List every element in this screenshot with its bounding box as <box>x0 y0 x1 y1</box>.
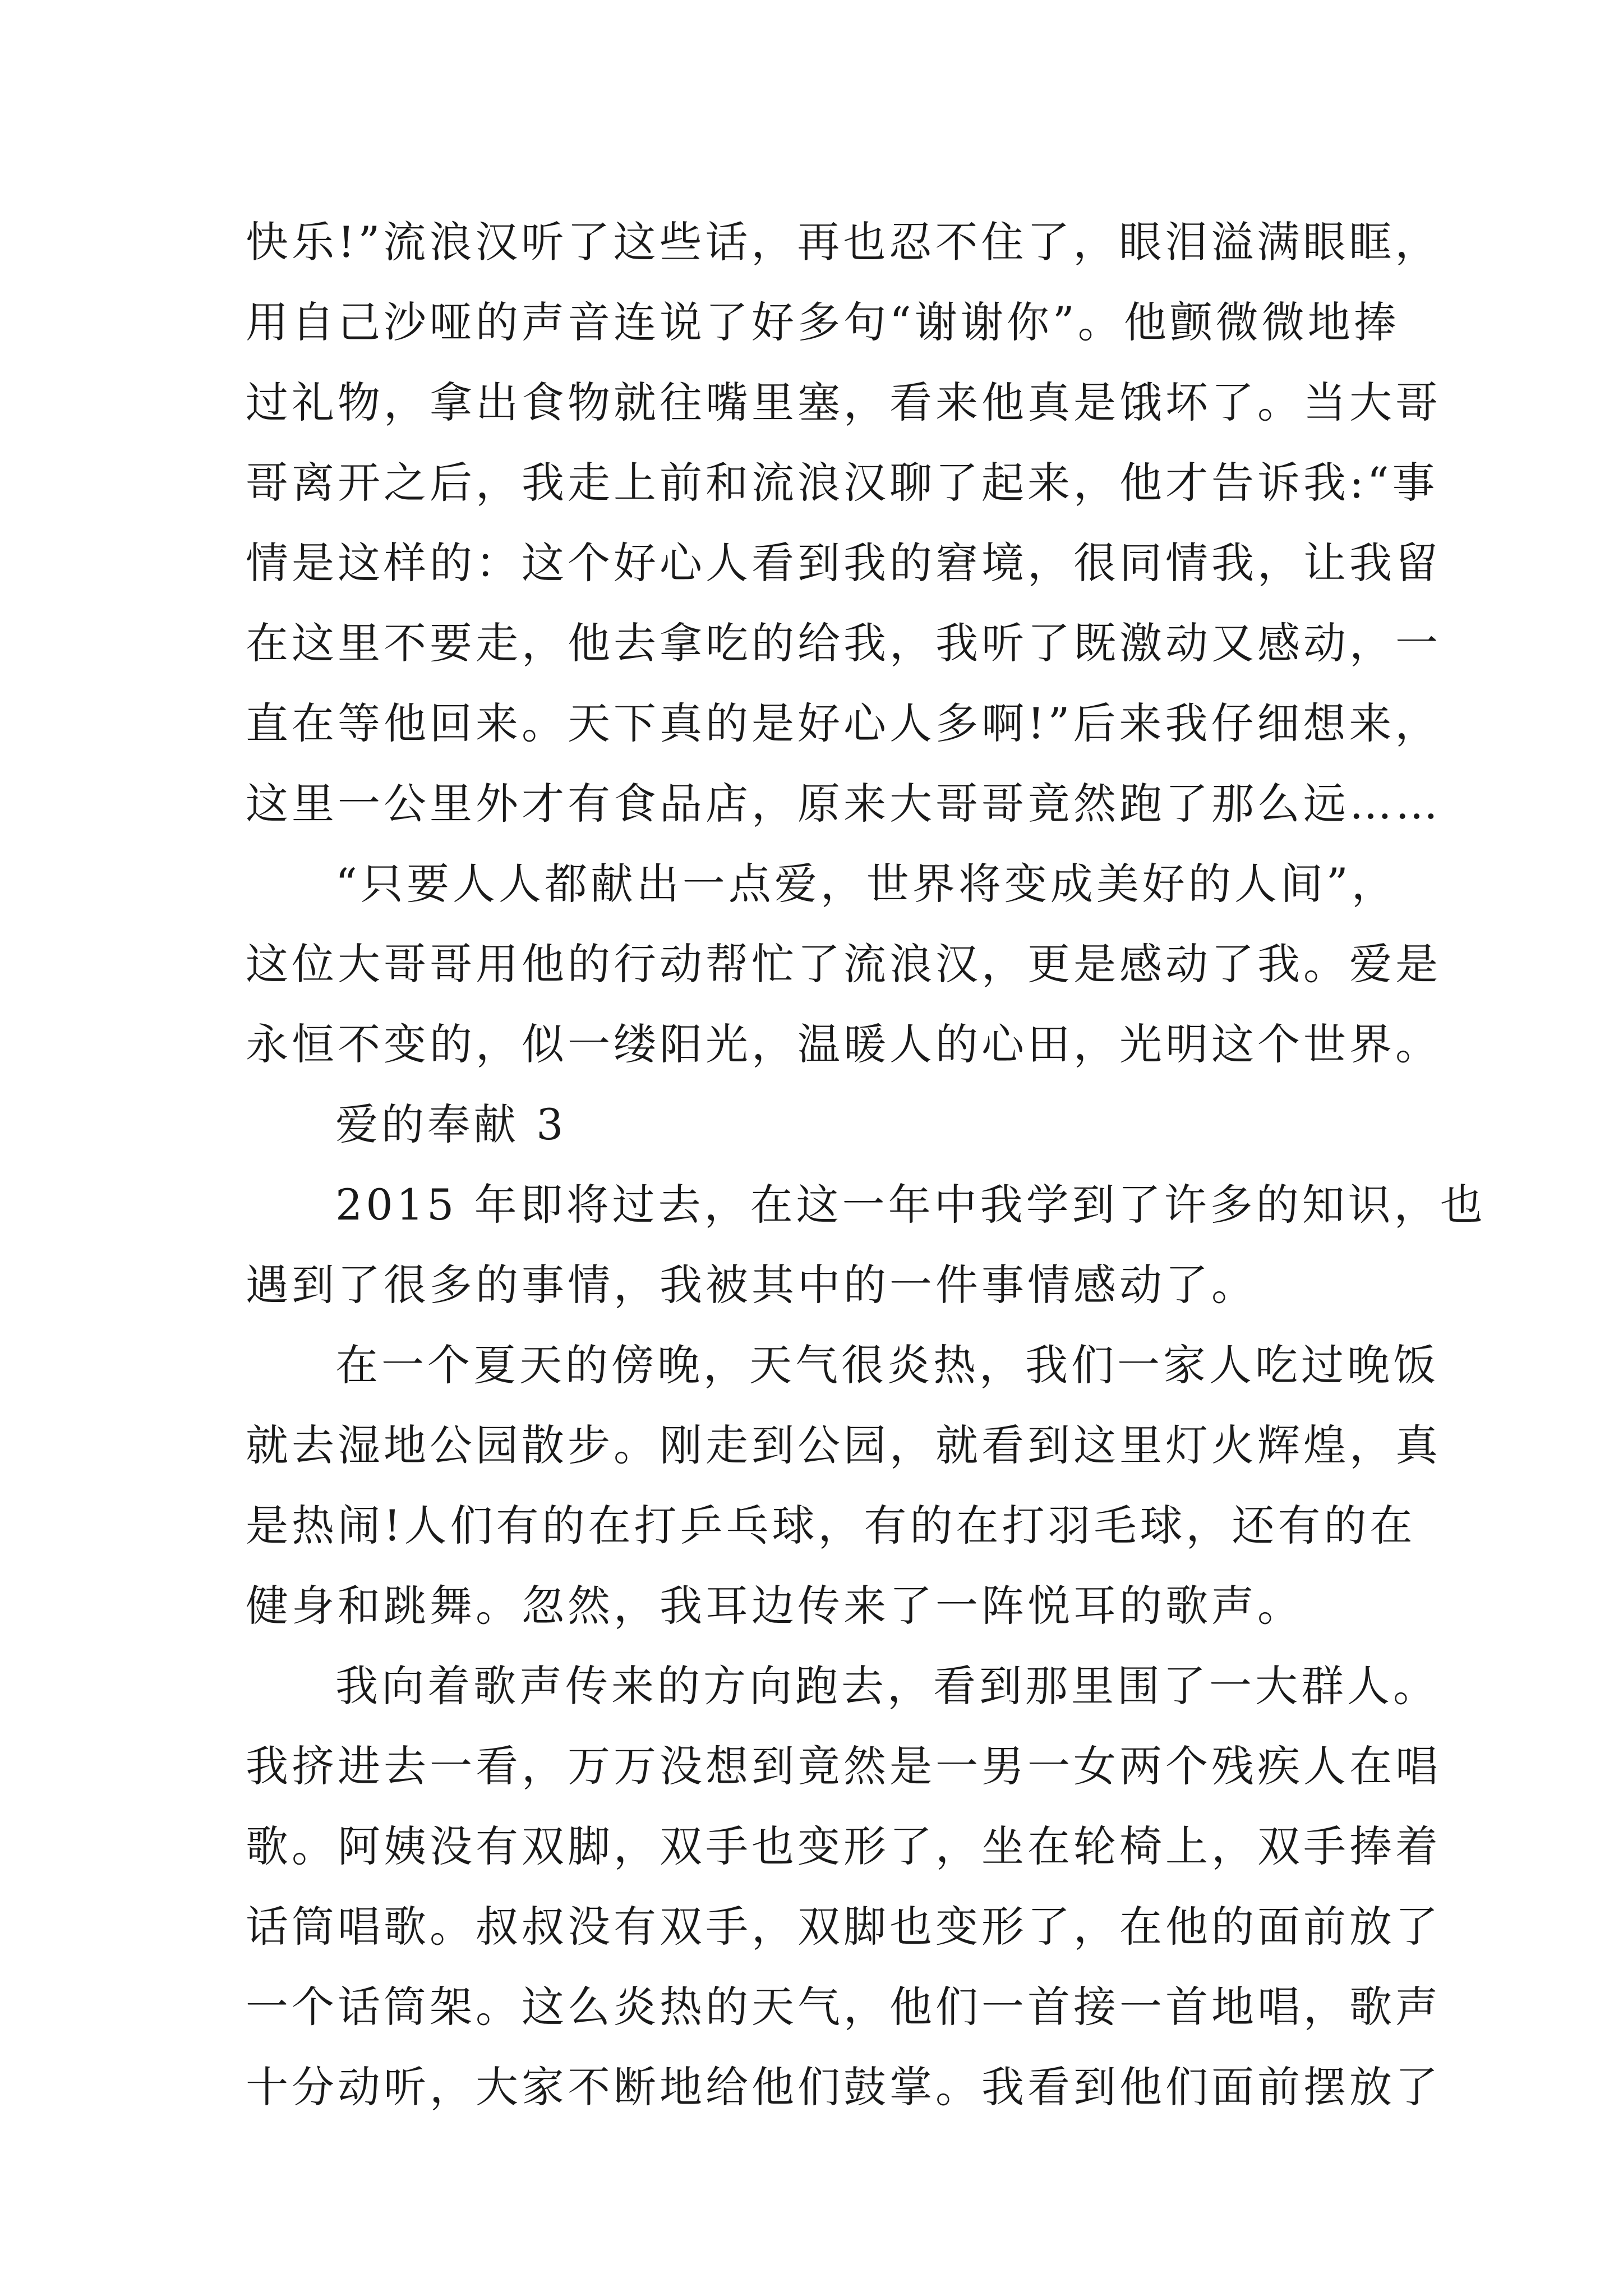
text-line: 用自己沙哑的声音连说了好多句“谢谢你”。他颤微微地捧 <box>246 297 1400 347</box>
text-line: 十分动听，大家不断地给他们鼓掌。我看到他们面前摆放了 <box>246 2062 1441 2112</box>
text-line: 是热闹!人们有的在打乒乓球，有的在打羽毛球，还有的在 <box>246 1501 1416 1550</box>
paragraph-start-line: “只要人人都献出一点爱，世界将变成美好的人间”， <box>335 859 1398 909</box>
text-line: 哥离开之后，我走上前和流浪汉聊了起来，他才告诉我:“事 <box>246 458 1438 508</box>
text-line: 直在等他回来。天下真的是好心人多啊!”后来我仔细想来， <box>246 698 1441 748</box>
paragraph-start-line: 我向着歌声传来的方向跑去，看到那里围了一大群人。 <box>335 1661 1439 1711</box>
paragraph-start-line: 2015 年即将过去，在这一年中我学到了许多的知识，也 <box>335 1180 1486 1230</box>
section-heading: 爱的奉献 3 <box>335 1099 567 1149</box>
paragraph-start-line: 在一个夏天的傍晚，天气很炎热，我们一家人吃过晚饭 <box>335 1340 1439 1390</box>
text-line: 这位大哥哥用他的行动帮忙了流浪汉，更是感动了我。爱是 <box>246 939 1441 989</box>
text-line: 一个话筒架。这么炎热的天气，他们一首接一首地唱，歌声 <box>246 1982 1441 2032</box>
body-text <box>246 202 1486 2127</box>
text-line: 快乐!”流浪汉听了这些话，再也忍不住了，眼泪溢满眼眶， <box>246 217 1441 267</box>
text-line: 话筒唱歌。叔叔没有双手，双脚也变形了，在他的面前放了 <box>246 1902 1441 1952</box>
text-line: 歌。阿姨没有双脚，双手也变形了，坐在轮椅上，双手捧着 <box>246 1821 1441 1871</box>
text-line: 健身和跳舞。忽然，我耳边传来了一阵悦耳的歌声。 <box>246 1581 1303 1631</box>
text-line: 情是这样的：这个好心人看到我的窘境，很同情我，让我留 <box>246 538 1441 588</box>
text-line: 这里一公里外才有食品店，原来大哥哥竟然跑了那么远…… <box>246 779 1441 829</box>
text-line: 遇到了很多的事情，我被其中的一件事情感动了。 <box>246 1260 1257 1310</box>
text-line: 永恒不变的，似一缕阳光，温暖人的心田，光明这个世界。 <box>246 1019 1441 1069</box>
text-line: 在这里不要走，他去拿吃的给我，我听了既激动又感动，一 <box>246 618 1441 668</box>
text-line: 过礼物，拿出食物就往嘴里塞，看来他真是饿坏了。当大哥 <box>246 378 1441 427</box>
text-line: 我挤进去一看，万万没想到竟然是一男一女两个残疾人在唱 <box>246 1741 1441 1791</box>
text-line: 就去湿地公园散步。刚走到公园，就看到这里灯火辉煌，真 <box>246 1420 1441 1470</box>
